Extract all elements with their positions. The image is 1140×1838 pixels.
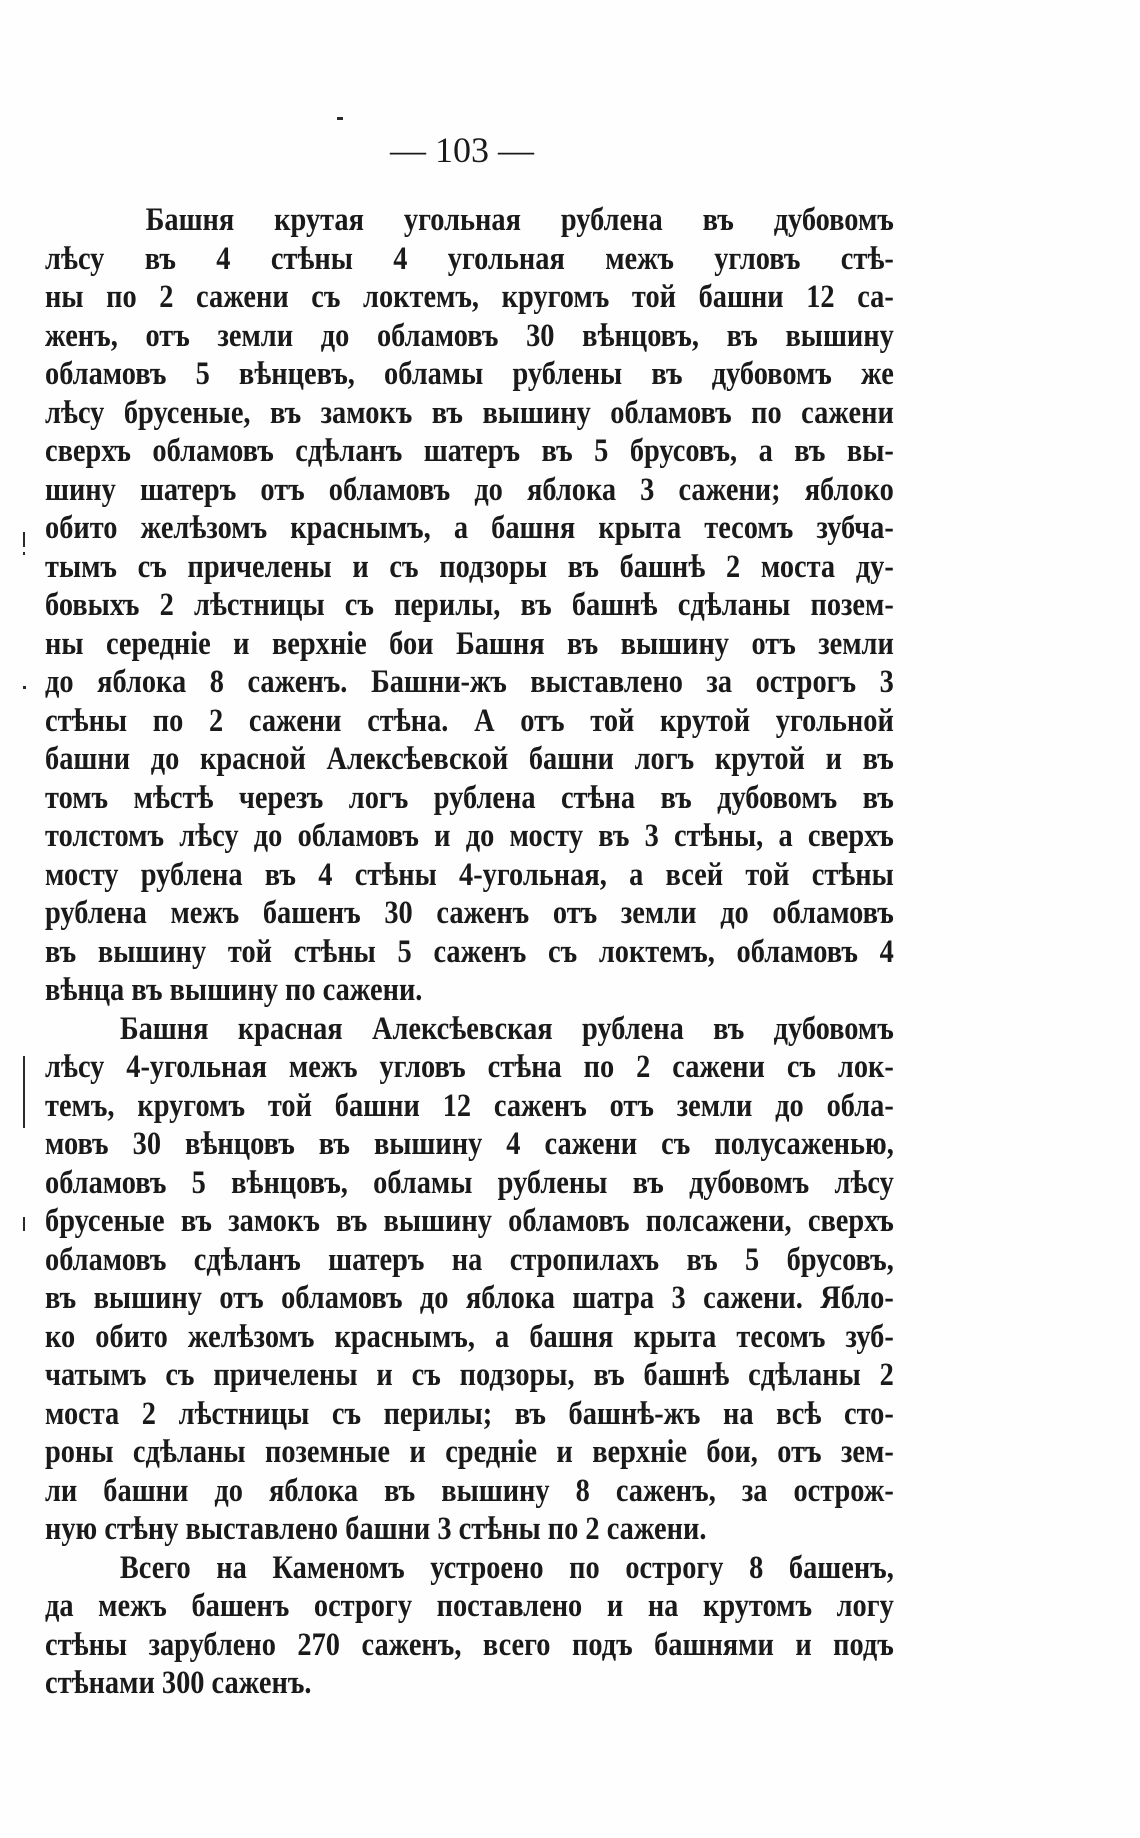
- text-line: ли башни до яблока въ вышину 8 саженъ, за острож-: [45, 1472, 894, 1509]
- text-line: толстомъ лѣсу до обламовъ и до мосту въ 3 стѣны, а сверхъ: [45, 818, 894, 854]
- text-line: темъ, кругомъ той башни 12 саженъ отъ земли до обла-: [45, 1087, 894, 1124]
- text-line: обламовъ 5 вѣнцовъ, обламы рублены въ дубовомъ лѣсу: [45, 1164, 894, 1201]
- text-line: стѣны по 2 сажени стѣна. А отъ той крутой угольной: [45, 702, 894, 739]
- text-line: стѣны зарублено 270 саженъ, всего подъ башнями и подъ: [45, 1626, 894, 1663]
- text-line: до яблока 8 саженъ. Башни-жъ выставлено за острогъ 3: [45, 664, 894, 700]
- text-line: Башня красная Алексѣевская рублена въ дубовомъ: [119, 1010, 894, 1047]
- text-line: лѣсу брусеные, въ замокъ въ вышину обламовъ по сажени: [45, 394, 894, 431]
- paragraph-2: [45, 1010, 894, 1549]
- text-line: обламовъ сдѣланъ шатеръ на стропилахъ въ 5 брусовъ,: [45, 1241, 894, 1278]
- margin-mark: [23, 1056, 25, 1128]
- text-line: обламовъ 5 вѣнцевъ, обламы рублены въ дубовомъ же: [45, 356, 894, 392]
- paragraph-1: [45, 201, 894, 1010]
- text-line: въ вышину отъ обламовъ до яблока шатра 3 сажени. Ябло-: [45, 1280, 894, 1316]
- margin-mark: [23, 532, 25, 547]
- text-line: вѣнца въ вышину по сажени.: [45, 972, 423, 1008]
- text-line: моста 2 лѣстницы съ перилы; въ башнѣ-жъ на всѣ сто-: [45, 1395, 894, 1432]
- text-line: шину шатеръ отъ обламовъ до яблока 3 сажени; яблоко: [45, 471, 894, 508]
- text-line: лѣсу въ 4 стѣны 4 угольная межъ угловъ стѣ-: [45, 240, 894, 277]
- text-line: ны середніе и верхніе бои Башня въ вышину отъ земли: [45, 625, 894, 662]
- text-line: брусеные въ замокъ въ вышину обламовъ полсажени, сверхъ: [45, 1203, 894, 1239]
- text-line: ную стѣну выставлено башни 3 стѣны по 2 сажени.: [45, 1511, 707, 1547]
- text-line: Башня крутая угольная рублена въ дубовомъ: [145, 202, 894, 238]
- text-line: ко обито желѣзомъ краснымъ, а башня крыта тесомъ зуб-: [45, 1318, 894, 1355]
- body-text: [45, 201, 894, 1703]
- text-line: ны по 2 сажени съ локтемъ, кругомъ той башни 12 са-: [45, 279, 894, 315]
- text-line: чатымъ съ причелены и съ подзоры, въ башнѣ сдѣланы 2: [45, 1357, 894, 1393]
- paragraph-3: [45, 1549, 894, 1703]
- margin-mark: [23, 686, 26, 689]
- text-line: башни до красной Алексѣевской башни логъ крутой и въ: [45, 741, 894, 777]
- text-line: тымъ съ причелены и съ подзоры въ башнѣ 2 моста ду-: [45, 548, 894, 585]
- text-line: женъ, отъ земли до обламовъ 30 вѣнцовъ, въ вышину: [45, 317, 894, 354]
- text-line: томъ мѣстѣ черезъ логъ рублена стѣна въ дубовомъ въ: [45, 779, 894, 816]
- text-line: сверхъ обламовъ сдѣланъ шатеръ въ 5 брусовъ, а въ вы-: [45, 433, 894, 469]
- text-line: обито желѣзомъ краснымъ, а башня крыта тесомъ зубча-: [45, 510, 894, 546]
- page-number: — 103 —: [390, 130, 534, 170]
- scan-speck: [337, 117, 343, 120]
- text-line: Всего на Каменомъ устроено по острогу 8 башенъ,: [119, 1549, 894, 1586]
- text-line: роны сдѣланы поземные и средніе и верхніе бои, отъ зем-: [45, 1434, 894, 1470]
- text-line: стѣнами 300 саженъ.: [45, 1665, 312, 1701]
- margin-mark: [23, 552, 25, 555]
- text-line: мовъ 30 вѣнцовъ въ вышину 4 сажени съ полусаженью,: [45, 1126, 894, 1162]
- text-line: мосту рублена въ 4 стѣны 4-угольная, а всей той стѣны: [45, 856, 894, 893]
- text-line: лѣсу 4-угольная межъ угловъ стѣна по 2 сажени съ лок-: [45, 1049, 894, 1085]
- margin-mark: [23, 1217, 25, 1231]
- text-line: да межъ башенъ острогу поставлено и на крутомъ логу: [45, 1588, 894, 1624]
- text-line: въ вышину той стѣны 5 саженъ съ локтемъ, обламовъ 4: [45, 933, 894, 970]
- text-line: рублена межъ башенъ 30 саженъ отъ земли до обламовъ: [45, 895, 894, 931]
- text-line: бовыхъ 2 лѣстницы съ перилы, въ башнѣ сдѣланы позем-: [45, 587, 894, 623]
